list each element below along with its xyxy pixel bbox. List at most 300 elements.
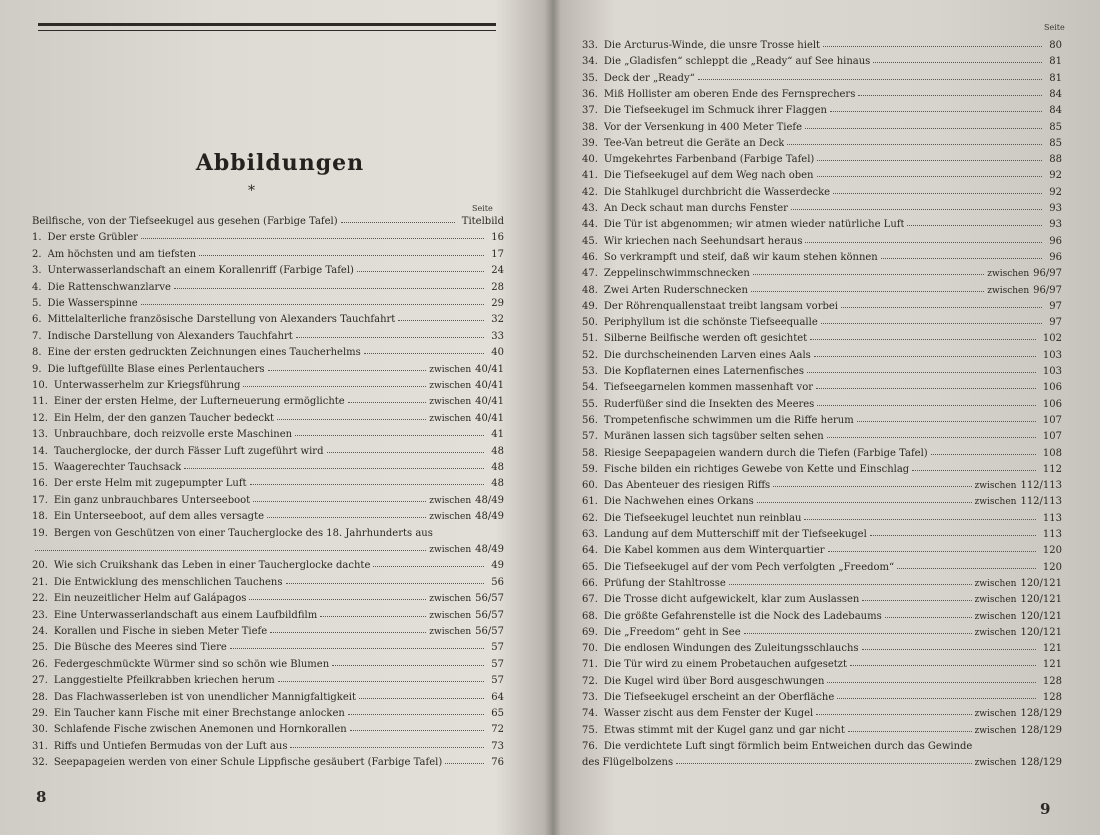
entry-title: Unbrauchbare, doch reizvolle erste Maschinen: [53, 429, 293, 441]
entry-page: 57: [491, 658, 504, 670]
entry-title: Die Kabel kommen aus dem Winterquartier: [603, 545, 825, 557]
list-item: [32, 739, 504, 755]
entry-title: Miß Hollister am oberen Ende des Fernsprechers: [603, 88, 856, 100]
leader-dots: [833, 192, 1042, 194]
entry-number: 29.: [32, 708, 48, 719]
entry-title: Die Tiefseekugel erscheint an der Oberfläche: [603, 692, 835, 703]
entry-between: zwischen: [974, 497, 1017, 508]
entry-title: Etwas stimmt mit der Kugel ganz und gar nicht: [603, 724, 845, 736]
entry-number: 39.: [582, 137, 598, 149]
entry-title: Zeppelinschwimmschnecken: [603, 268, 750, 280]
entry-title: Tee-Van betreut die Geräte an Deck: [603, 137, 785, 149]
leader-dots: [881, 257, 1043, 259]
entry-page: 106: [1042, 382, 1062, 394]
entry-title: Die Tür ist abgenommen; wir atmen wieder natürliche Luft: [603, 219, 905, 231]
leader-dots: [975, 746, 1055, 747]
entry-number: 48.: [582, 284, 598, 296]
list-item: [582, 592, 1062, 608]
entry-title: An Deck schaut man durchs Fenster: [603, 203, 788, 214]
entry-page: 106: [1042, 398, 1062, 410]
leader-dots: [267, 516, 426, 518]
entry-title: So verkrampft und steif, daß wir kaum stehen können: [603, 251, 878, 263]
entry-title: Die Wasserspinne: [47, 298, 138, 309]
leader-dots: [230, 647, 484, 649]
entry-title: Riffs und Untiefen Bermudas von der Luft aus: [53, 740, 288, 752]
list-item: [32, 690, 504, 706]
leader-dots: [823, 45, 1042, 47]
leader-dots: [286, 582, 485, 584]
entry-number: 15.: [32, 462, 48, 473]
entry-title: Korallen und Fische in sieben Meter Tiefe: [53, 626, 268, 637]
top-rule: [38, 23, 496, 26]
leader-dots: [885, 616, 972, 618]
leader-dots: [751, 290, 984, 292]
entry-title: Die Büsche des Meeres sind Tiere: [53, 642, 227, 654]
left-page: [0, 0, 545, 835]
list-item: [582, 201, 1062, 217]
list-item: [32, 526, 504, 542]
entry-number: 38.: [582, 121, 598, 133]
list-item: [582, 641, 1062, 657]
entry-title: Das Abenteuer des riesigen Riffs: [603, 480, 771, 492]
entry-page: 56/57: [475, 609, 504, 621]
entry-number: 73.: [582, 692, 598, 703]
asterisk-ornament: *: [248, 183, 255, 199]
list-item: [32, 706, 504, 722]
entry-page: 48/49: [475, 511, 504, 523]
list-item: [32, 624, 504, 640]
leader-dots: [184, 467, 484, 469]
leader-dots: [817, 175, 1043, 177]
page-heading: Abbildungen: [195, 150, 365, 176]
entry-page: 121: [1042, 643, 1062, 655]
entry-number: 31.: [32, 740, 48, 752]
entry-number: 43.: [582, 203, 598, 214]
entry-number: 68.: [582, 610, 598, 622]
leader-dots: [199, 254, 484, 256]
list-item: [32, 640, 504, 656]
leader-dots: [296, 336, 484, 338]
leader-dots: [912, 469, 1036, 471]
leader-dots: [35, 549, 426, 551]
entry-page: 96/97: [1033, 284, 1062, 296]
leader-dots: [907, 224, 1042, 226]
list-item: [32, 657, 504, 673]
entry-page: 48/49: [475, 494, 504, 506]
leader-dots: [744, 632, 972, 634]
leader-dots: [398, 319, 484, 321]
leader-dots: [249, 598, 426, 600]
entry-title: Das Flachwasserleben ist von unendlicher Mannigfaltigkeit: [53, 691, 357, 703]
list-item: [582, 348, 1062, 364]
list-item: [582, 723, 1062, 739]
list-item: [582, 250, 1062, 266]
entry-title: Ein ganz unbrauchbares Unterseeboot: [53, 494, 251, 506]
entry-page: Titelbild: [461, 216, 504, 227]
entry-title: Periphyllum ist die schönste Tiefseequalle: [603, 317, 818, 329]
list-item: [582, 690, 1062, 706]
list-item: [582, 543, 1062, 559]
entry-page: 64: [491, 691, 504, 703]
leader-dots: [348, 713, 484, 715]
entry-page: 108: [1042, 447, 1062, 459]
leader-dots: [804, 518, 1035, 520]
leader-dots: [332, 664, 484, 666]
entry-title: Die Tiefseekugel auf dem Weg nach oben: [603, 170, 814, 182]
entry-title: Die Kopflaternen eines Laternenfisches: [603, 366, 804, 377]
leader-dots: [348, 401, 427, 403]
entry-page: 48: [491, 445, 504, 457]
leader-dots: [791, 208, 1042, 210]
entry-between: zwischen: [429, 397, 472, 408]
entry-page: 113: [1042, 529, 1062, 540]
list-item: [32, 575, 504, 591]
entry-title: Wie sich Cruikshank das Leben in einer Taucherglocke dachte: [53, 560, 371, 572]
entry-number: 11.: [32, 396, 48, 408]
entry-number: 59.: [582, 463, 598, 475]
entry-number: 25.: [32, 642, 48, 654]
leader-dots: [816, 713, 971, 715]
entry-page: 65: [491, 708, 504, 719]
entry-between: zwischen: [974, 481, 1017, 492]
entry-number: 63.: [582, 529, 598, 540]
entry-title: Vor der Versenkung in 400 Meter Tiefe: [603, 121, 803, 133]
entry-title: Beilfische, von der Tiefseekugel aus gesehen (Farbige Tafel): [32, 216, 338, 227]
entry-page: 120: [1042, 561, 1062, 573]
entry-title: Muränen lassen sich tagsüber selten sehen: [603, 431, 824, 443]
entry-page: 41: [491, 429, 504, 441]
leader-dots: [870, 534, 1036, 536]
entry-between: zwischen: [987, 269, 1030, 280]
entry-number: 14.: [32, 445, 48, 457]
entry-page: 48/49: [475, 544, 504, 555]
entry-page: 76: [491, 757, 504, 769]
entry-page: 48: [491, 478, 504, 490]
entry-number: 18.: [32, 511, 48, 523]
list-item: [582, 103, 1062, 119]
entry-page: 24: [491, 265, 504, 277]
entry-number: 5.: [32, 298, 42, 309]
entry-page: 29: [491, 298, 504, 309]
list-item: [32, 394, 504, 410]
entry-number: 60.: [582, 480, 598, 492]
list-item: [32, 296, 504, 312]
leader-dots: [837, 697, 1036, 699]
entry-number: 17.: [32, 494, 48, 506]
leader-dots: [141, 303, 485, 305]
entry-title: Ein Helm, der den ganzen Taucher bedeckt: [53, 412, 275, 424]
entry-title: Die verdichtete Luft singt förmlich beim Entweichen durch das Gewinde: [603, 740, 973, 752]
list-item: [582, 739, 1062, 755]
entry-page: 56/57: [475, 593, 504, 605]
entry-page: 40/41: [475, 380, 504, 391]
list-item: [582, 625, 1062, 641]
list-item: [32, 312, 504, 328]
entry-page: 107: [1042, 431, 1062, 443]
entry-between: zwischen: [974, 709, 1017, 720]
entry-page: 84: [1049, 88, 1062, 100]
entry-title: Die Stahlkugel durchbricht die Wasserdecke: [603, 186, 831, 198]
list-item: [32, 247, 504, 263]
leader-dots: [350, 729, 485, 731]
entry-page: 120/121: [1020, 610, 1062, 622]
entry-number: 51.: [582, 333, 598, 345]
entry-title: Am höchsten und am tiefsten: [47, 248, 197, 260]
entry-number: 3.: [32, 265, 42, 277]
leader-dots: [862, 648, 1036, 650]
right-page: [552, 0, 1100, 835]
entry-page: 40/41: [475, 363, 504, 375]
entry-number: 21.: [32, 576, 48, 588]
entry-number: 67.: [582, 594, 598, 606]
entry-page: 84: [1049, 105, 1062, 117]
entry-page: 128/129: [1020, 724, 1062, 736]
entry-title: Langgestielte Pfeilkrabben kriechen herum: [53, 675, 275, 687]
entry-between: zwischen: [429, 610, 472, 621]
entry-number: 66.: [582, 577, 598, 589]
list-item: [582, 234, 1062, 250]
entry-title: Silberne Beilfische werden oft gesichtet: [603, 333, 808, 345]
leader-dots: [698, 78, 1043, 80]
entry-number: 54.: [582, 382, 598, 394]
entry-number: 37.: [582, 105, 598, 117]
entry-page: 103: [1042, 366, 1062, 377]
entry-between: zwischen: [974, 578, 1017, 589]
entry-number: 46.: [582, 251, 598, 263]
leader-dots: [841, 306, 1042, 308]
leader-dots: [268, 369, 427, 371]
leader-dots: [359, 697, 484, 699]
entry-between: zwischen: [429, 495, 472, 506]
entry-number: 65.: [582, 561, 598, 573]
entry-number: 36.: [582, 88, 598, 100]
entry-number: 76.: [582, 740, 598, 752]
entry-page: 112/113: [1020, 480, 1062, 492]
entry-title: Der erste Helm mit zugepumpter Luft: [53, 478, 247, 490]
page-column-label: Seite: [472, 204, 493, 213]
list-item: [582, 674, 1062, 690]
entry-number: 8.: [32, 347, 42, 359]
entry-title: Die Tür wird zu einem Probetauchen aufgesetzt: [603, 659, 848, 671]
entry-between: zwischen: [429, 381, 472, 391]
list-item: [582, 380, 1062, 396]
entry-title: Indische Darstellung von Alexanders Tauchfahrt: [47, 330, 293, 342]
list-item: [582, 560, 1062, 576]
entry-page: 120/121: [1020, 626, 1062, 638]
page-number: 8: [36, 788, 47, 806]
leader-dots: [436, 533, 497, 534]
entry-number: 49.: [582, 300, 598, 312]
list-item: [582, 527, 1062, 543]
entry-page: 40: [491, 347, 504, 359]
entry-number: 69.: [582, 626, 598, 638]
entry-page: 92: [1049, 170, 1062, 182]
list-item: [32, 230, 504, 246]
leader-dots: [816, 387, 1036, 389]
list-item: [32, 591, 504, 607]
entry-title: Waagerechter Tauchsack: [53, 462, 182, 473]
entry-page: 120/121: [1020, 577, 1062, 589]
list-item: [582, 299, 1062, 315]
list-item: [582, 185, 1062, 201]
leader-dots: [897, 567, 1036, 569]
entry-number: 70.: [582, 643, 598, 655]
entry-number: 62.: [582, 512, 598, 524]
entry-number: 61.: [582, 496, 598, 508]
leader-dots: [817, 159, 1042, 161]
entry-page: 40/41: [475, 396, 504, 408]
entry-number: 72.: [582, 675, 598, 687]
entry-title: Fische bilden ein richtiges Gewebe von Kette und Einschlag: [603, 463, 910, 475]
entry-between: zwischen: [974, 595, 1017, 606]
entry-number: 64.: [582, 545, 598, 557]
entry-between: zwischen: [429, 545, 472, 555]
entry-number: 75.: [582, 724, 598, 736]
leader-dots: [295, 434, 484, 436]
entry-number: 53.: [582, 366, 598, 377]
entry-number: 71.: [582, 659, 598, 671]
list-item: [32, 755, 504, 771]
entry-number: 7.: [32, 330, 42, 342]
entry-number: 24.: [32, 626, 48, 637]
entry-title: Die Kugel wird über Bord ausgeschwungen: [603, 675, 825, 687]
entry-number: 22.: [32, 593, 48, 605]
entry-number: 33.: [582, 40, 598, 51]
entry-number: 9.: [32, 363, 42, 375]
list-item: [582, 755, 1062, 771]
entry-number: 56.: [582, 414, 598, 426]
entry-page: 97: [1049, 317, 1062, 329]
list-item: [582, 283, 1062, 299]
list-item: [32, 280, 504, 296]
list-item: [32, 411, 504, 427]
leader-dots: [827, 681, 1036, 683]
entry-number: 41.: [582, 170, 598, 182]
entry-between: zwischen: [974, 725, 1017, 736]
entry-page: 128: [1042, 675, 1062, 687]
entry-title: Umgekehrtes Farbenband (Farbige Tafel): [603, 154, 815, 166]
leader-dots: [174, 287, 484, 289]
list-item: [582, 446, 1062, 462]
entry-number: 10.: [32, 380, 48, 391]
entry-title: Mittelalterliche französische Darstellung von Alexanders Tauchfahrt: [47, 314, 396, 326]
entry-title: Ein neuzeitlicher Helm auf Galápagos: [53, 593, 247, 605]
leader-dots: [327, 451, 485, 453]
entry-number: 2.: [32, 248, 42, 260]
entry-number: 58.: [582, 447, 598, 459]
entry-number: 4.: [32, 281, 42, 293]
entry-title: Der erste Grübler: [47, 232, 138, 244]
entry-page: 93: [1049, 219, 1062, 231]
entry-title: Die luftgefüllte Blase eines Perlentauchers: [47, 363, 265, 375]
entry-between: zwischen: [429, 512, 472, 523]
entry-page: 97: [1049, 300, 1062, 312]
leader-dots: [850, 664, 1036, 666]
entry-title: Deck der „Ready“: [603, 72, 695, 84]
list-item: [582, 706, 1062, 722]
list-item: [32, 345, 504, 361]
entry-page: 80: [1049, 40, 1062, 51]
entry-between: zwischen: [429, 364, 472, 375]
list-item: [32, 460, 504, 476]
entry-title: Die Tiefseekugel auf der vom Pech verfolgten „Freedom“: [603, 561, 895, 573]
entry-title: Bergen von Geschützen von einer Taucherglocke des 18. Jahrhunderts aus: [53, 527, 433, 539]
leader-dots: [821, 322, 1043, 324]
list-item: [582, 364, 1062, 380]
entry-number: 45.: [582, 235, 598, 247]
leader-dots: [250, 483, 485, 485]
entry-title: Ein Unterseeboot, auf dem alles versagte: [53, 511, 265, 523]
leader-dots: [270, 631, 426, 633]
list-item: [32, 427, 504, 443]
entry-page: 16: [491, 232, 504, 244]
leader-dots: [278, 680, 485, 682]
page-number: 9: [1040, 800, 1051, 818]
entry-number: 27.: [32, 675, 48, 687]
entry-page: 85: [1049, 137, 1062, 149]
entry-title: Die „Freedom“ geht in See: [603, 626, 741, 638]
leader-dots: [827, 436, 1036, 438]
entry-number: 30.: [32, 724, 48, 736]
list-item: [32, 329, 504, 345]
entry-title: Die Rattenschwanzlarve: [47, 281, 171, 293]
list-item: [582, 462, 1062, 478]
leader-dots: [729, 583, 972, 585]
list-item: [582, 576, 1062, 592]
leader-dots: [848, 730, 972, 732]
leader-dots: [253, 500, 426, 502]
list-item: [32, 509, 504, 525]
list-item: [582, 331, 1062, 347]
leader-dots: [807, 371, 1036, 373]
list-item: [582, 494, 1062, 510]
entry-between: zwischen: [974, 611, 1017, 622]
leader-dots: [141, 237, 484, 239]
entry-page: 102: [1042, 333, 1062, 345]
entry-number: 16.: [32, 478, 48, 490]
list-item: [32, 476, 504, 492]
entry-page: 40/41: [475, 412, 504, 424]
list-item: [582, 315, 1062, 331]
leader-dots: [858, 94, 1042, 96]
entry-title: Unterwasserlandschaft an einem Korallenriff (Farbige Tafel): [47, 265, 354, 277]
entry-title: Die Trosse dicht aufgewickelt, klar zum Auslassen: [603, 594, 860, 606]
entry-page: 56: [491, 576, 504, 588]
entry-between: zwischen: [974, 627, 1017, 638]
entry-between: zwischen: [987, 285, 1030, 296]
entry-title: Die Tiefseekugel im Schmuck ihrer Flaggen: [603, 105, 827, 117]
leader-dots: [277, 418, 426, 420]
entry-page: 128/129: [1020, 757, 1062, 769]
leader-dots: [357, 270, 484, 272]
entry-page: 85: [1049, 121, 1062, 133]
top-rule-thin: [38, 30, 496, 31]
entry-between: zwischen: [429, 413, 472, 424]
entry-number: 13.: [32, 429, 48, 441]
entry-title: Wir kriechen nach Seehundsart heraus: [603, 235, 803, 247]
entry-title: Seepapageien werden von einer Schule Lippfische gesäubert (Farbige Tafel): [53, 757, 443, 769]
entry-title: Zwei Arten Ruderschnecken: [603, 284, 748, 296]
leader-dots: [817, 404, 1036, 406]
entry-number: 50.: [582, 317, 598, 329]
leader-dots: [373, 565, 484, 567]
entry-page: 32: [491, 314, 504, 326]
entry-number: 6.: [32, 314, 42, 326]
leader-dots: [857, 420, 1036, 422]
entry-page: 96: [1049, 235, 1062, 247]
list-item: [32, 493, 504, 509]
list-item: [32, 378, 504, 394]
